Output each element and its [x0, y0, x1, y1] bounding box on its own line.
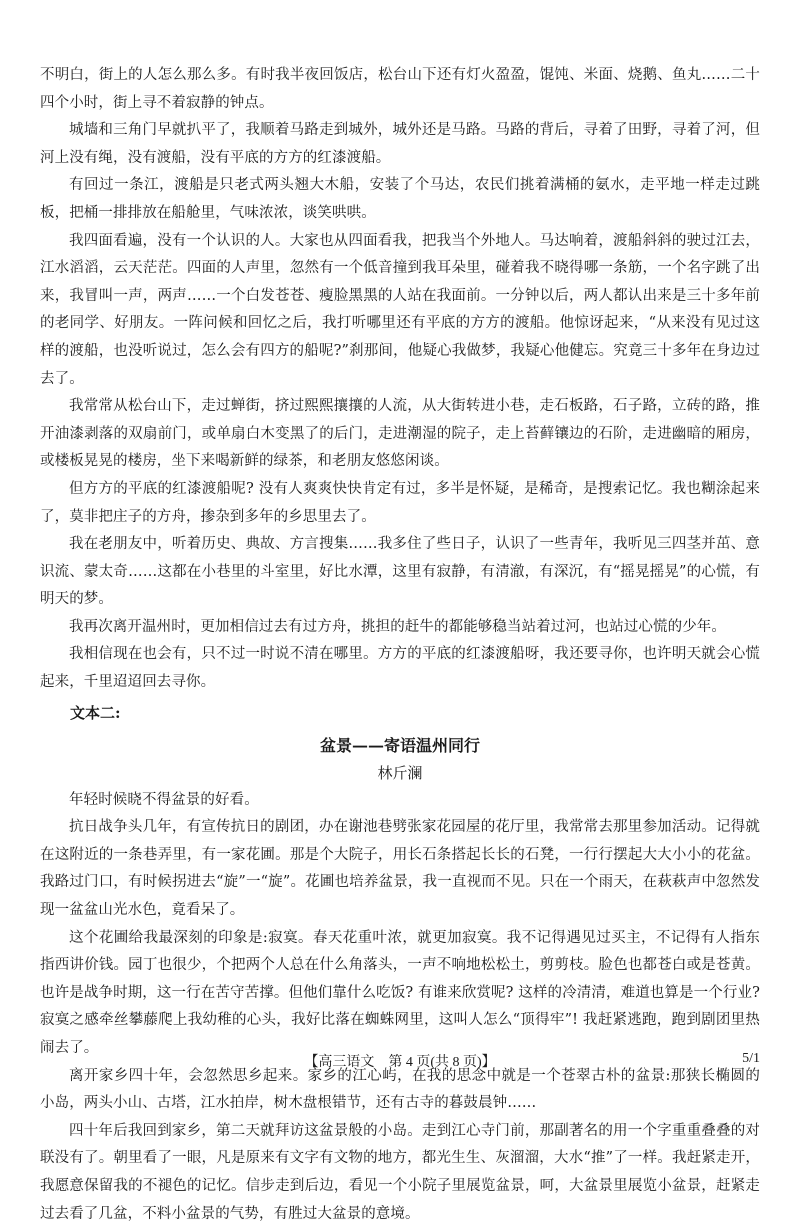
article-title: 盆景——寄语温州同行	[319, 735, 480, 755]
paragraph: 我在老朋友中，听着历史、典故、方言搜集……我多住了些日子，认识了一些青年，我听见三四茎并茁、意识流、蒙太奇……这都在小巷里的斗室里，好比水潭，这里有寂静，有清澈，有深沉，有“摇晃摇晃”的心慌，有明天的梦。	[40, 536, 760, 608]
paragraph: 但方方的平底的红漆渡船呢? 没有人爽爽快快肯定有过，多半是怀疑，是稀奇，是搜索记忆。我也糊涂起来了，莫非把庄子的方舟，掺杂到多年的乡思里去了。	[40, 480, 760, 525]
text-two-passage	[40, 787, 760, 1228]
paragraph: 我四面看遍，没有一个认识的人。大家也从四面看我，把我当个外地人。马达响着，渡船斜斜的驶过江去，江水滔滔，云天茫茫。四面的人声里，忽然有一个低音撞到我耳朵里，碰着我不晓得哪一条筋，一个名字跳了出来，我冒叫一声，两声……一个白发苍苍、瘦脸黑黑的人站在我面前。一分钟以后，两人都认出来是三十多年前的老同学、好朋友。一阵问候和回忆之后，我打听哪里还有平底的方方的渡船。他惊讶起来，“从来没有见过这样的渡船，也没听说过，怎么会有四方的船呢?”刹那间，他疑心我做梦，我疑心他健忘。究竟三十多年在身边过去了。	[40, 232, 760, 387]
paragraph: 抗日战争头几年，有宣传抗日的剧团，办在谢池巷劈张家花园屋的花厅里，我常常去那里参加活动。记得就在这附近的一条巷弄里，有一家花圃。那是个大院子，用长石条搭起长长的石凳，一行行摆起大大小小的花盆。我路过门口，有时候拐进去“旋”一“旋”。花圃也培养盆景，我一直视而不见。只在一个雨天，在萩萩声中忽然发现一盆盆山光水色，竟看呆了。	[40, 819, 760, 919]
paragraph: 四十年后我回到家乡，第二天就拜访这盆景般的小岛。走到江心寺门前，那副著名的用一个字重重叠叠的对联没有了。朝里看了一眼，凡是原来有文字有文物的地方，都光生生、灰溜溜，大水“推”了一样。我赶紧走开，我愿意保留我的不褪色的记忆。信步走到后边，看见一个小院子里展览盆景，呵，大盆景里展览小盆景，赶紧走过去看了几盆，不料小盆景的气势，有胜过大盆景的意境。	[40, 1122, 760, 1222]
section-label-text-two: 文本二:	[70, 703, 121, 722]
paragraph: 不明白，街上的人怎么那么多。有时我半夜回饭店，松台山下还有灯火盈盈，馄饨、米面、烧鹅、鱼丸……二十四个小时，街上寻不着寂静的钟点。	[40, 67, 760, 111]
paragraph: 年轻时候晓不得盆景的好看。	[69, 791, 259, 808]
page-footer: 【高三语文 第 4 页(共 8 页)】	[304, 1055, 496, 1070]
paragraph: 我常常从松台山下，走过蝉街，挤过熙熙攘攘的人流，从大街转进小巷，走石板路，石子路，立砖的路，推开油漆剥落的双扇前门，或单扇白木变黑了的后门，走进潮湿的院子，走上苔藓镶边的石阶，走进幽暗的厢房，或楼板晃晃的楼房，坐下来喝新鲜的绿茶，和老朋友悠悠闲谈。	[40, 398, 760, 470]
paragraph: 离开家乡四十年，会忽然思乡起来。家乡的江心屿，在我的思念中就是一个苍翠古朴的盆景:那狭长椭圆的小岛，两头小山、古塔，江水拍岸，树木盘根错节，还有古寺的暮鼓晨钟……	[40, 1067, 760, 1112]
paragraph: 我再次离开温州时，更加相信过去有过方舟，挑担的赶牛的都能够稳当站着过河，也站过心慌的少年。	[69, 618, 726, 635]
paragraph: 城墙和三角门早就扒平了，我顺着马路走到城外，城外还是马路。马路的背后，寻着了田野，寻着了河，但河上没有绳，没有渡船，没有平底的方方的红漆渡船。	[40, 122, 760, 166]
page-code: 5/1	[742, 1051, 760, 1066]
paragraph: 有回过一条江，渡船是只老式两头翘大木船，安装了个马达，农民们挑着满桶的氨水，走平地一样走过跳板，把桶一排排放在船舱里，气味浓浓，谈笑哄哄。	[40, 177, 760, 221]
paragraph: 这个花圃给我最深刻的印象是:寂寞。春天花重叶浓，就更加寂寞。我不记得遇见过买主，不记得有人指东指西讲价钱。园丁也很少，个把两个人总在什么角落头，一声不响地松松土，剪剪枝。脸色也都苍白或是苍黄。也许是战争时期，这一行在苦守苦撑。但他们靠什么吃饭? 有谁来欣赏呢? 这样的冷清清，难道也算是一个行业? 寂寞之感牵丝攀藤爬上我幼稚的心头，我好比落在蜘蛛网里，这叫人怎么“顶得牢”! 我赶紧逃跑，跑到剧团里热闹去了。	[40, 929, 760, 1056]
article-author: 林斤澜	[377, 763, 423, 782]
text-one-passage	[40, 62, 760, 697]
paragraph: 我相信现在也会有，只不过一时说不清在哪里。方方的平底的红漆渡船呀，我还要寻你，也许明天就会心慌起来，千里迢迢回去寻你。	[40, 646, 760, 691]
